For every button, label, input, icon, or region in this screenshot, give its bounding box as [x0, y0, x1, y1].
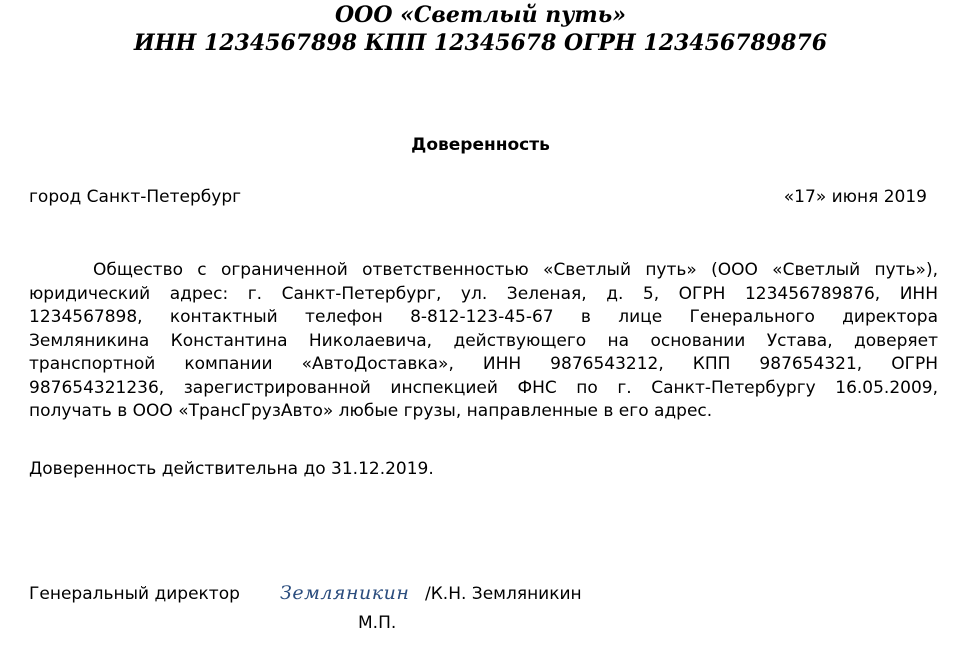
city: город Санкт-Петербург — [29, 187, 242, 207]
city-date-row — [29, 186, 927, 208]
handwritten-signature: Земляникин — [280, 582, 410, 604]
body-line: Общество с ограниченной ответственностью «Светлый путь» (ООО «Светлый путь»), — [93, 260, 938, 280]
body-line: 987654321236, зарегистрированной инспекцией ФНС по г. Санкт-Петербургу 16.05.2009, — [29, 377, 938, 398]
signer-name: /К.Н. Земляникин — [425, 584, 582, 604]
document-title: Доверенность — [411, 135, 550, 155]
organization-identifiers: ИНН 1234567898 КПП 12345678 ОГРН 123456789876 — [133, 30, 828, 56]
stamp-placeholder: М.П. — [358, 613, 397, 633]
body-line: юридический адрес: г. Санкт-Петербург, ул. Зеленая, д. 5, ОГРН 123456789876, ИНН — [29, 283, 938, 304]
organization-name: ООО «Светлый путь» — [335, 2, 626, 28]
body-line: получать в ООО «ТрансГрузАвто» любые грузы, направленные в его адрес. — [29, 401, 713, 421]
body-line: Земляникина Константина Николаевича, действующего на основании Устава, доверяет — [29, 330, 938, 351]
body-line: 1234567898, контактный телефон 8-812-123-45-67 в лице Генерального директора — [29, 307, 938, 327]
document-body — [29, 259, 938, 424]
document-date: «17» июня 2019 — [783, 187, 927, 207]
signer-position: Генеральный директор — [29, 584, 240, 604]
body-line: транспортной компании «АвтоДоставка», ИНН 9876543212, КПП 987654321, ОГРН — [29, 354, 938, 374]
validity-statement: Доверенность действительна до 31.12.2019. — [29, 459, 434, 479]
